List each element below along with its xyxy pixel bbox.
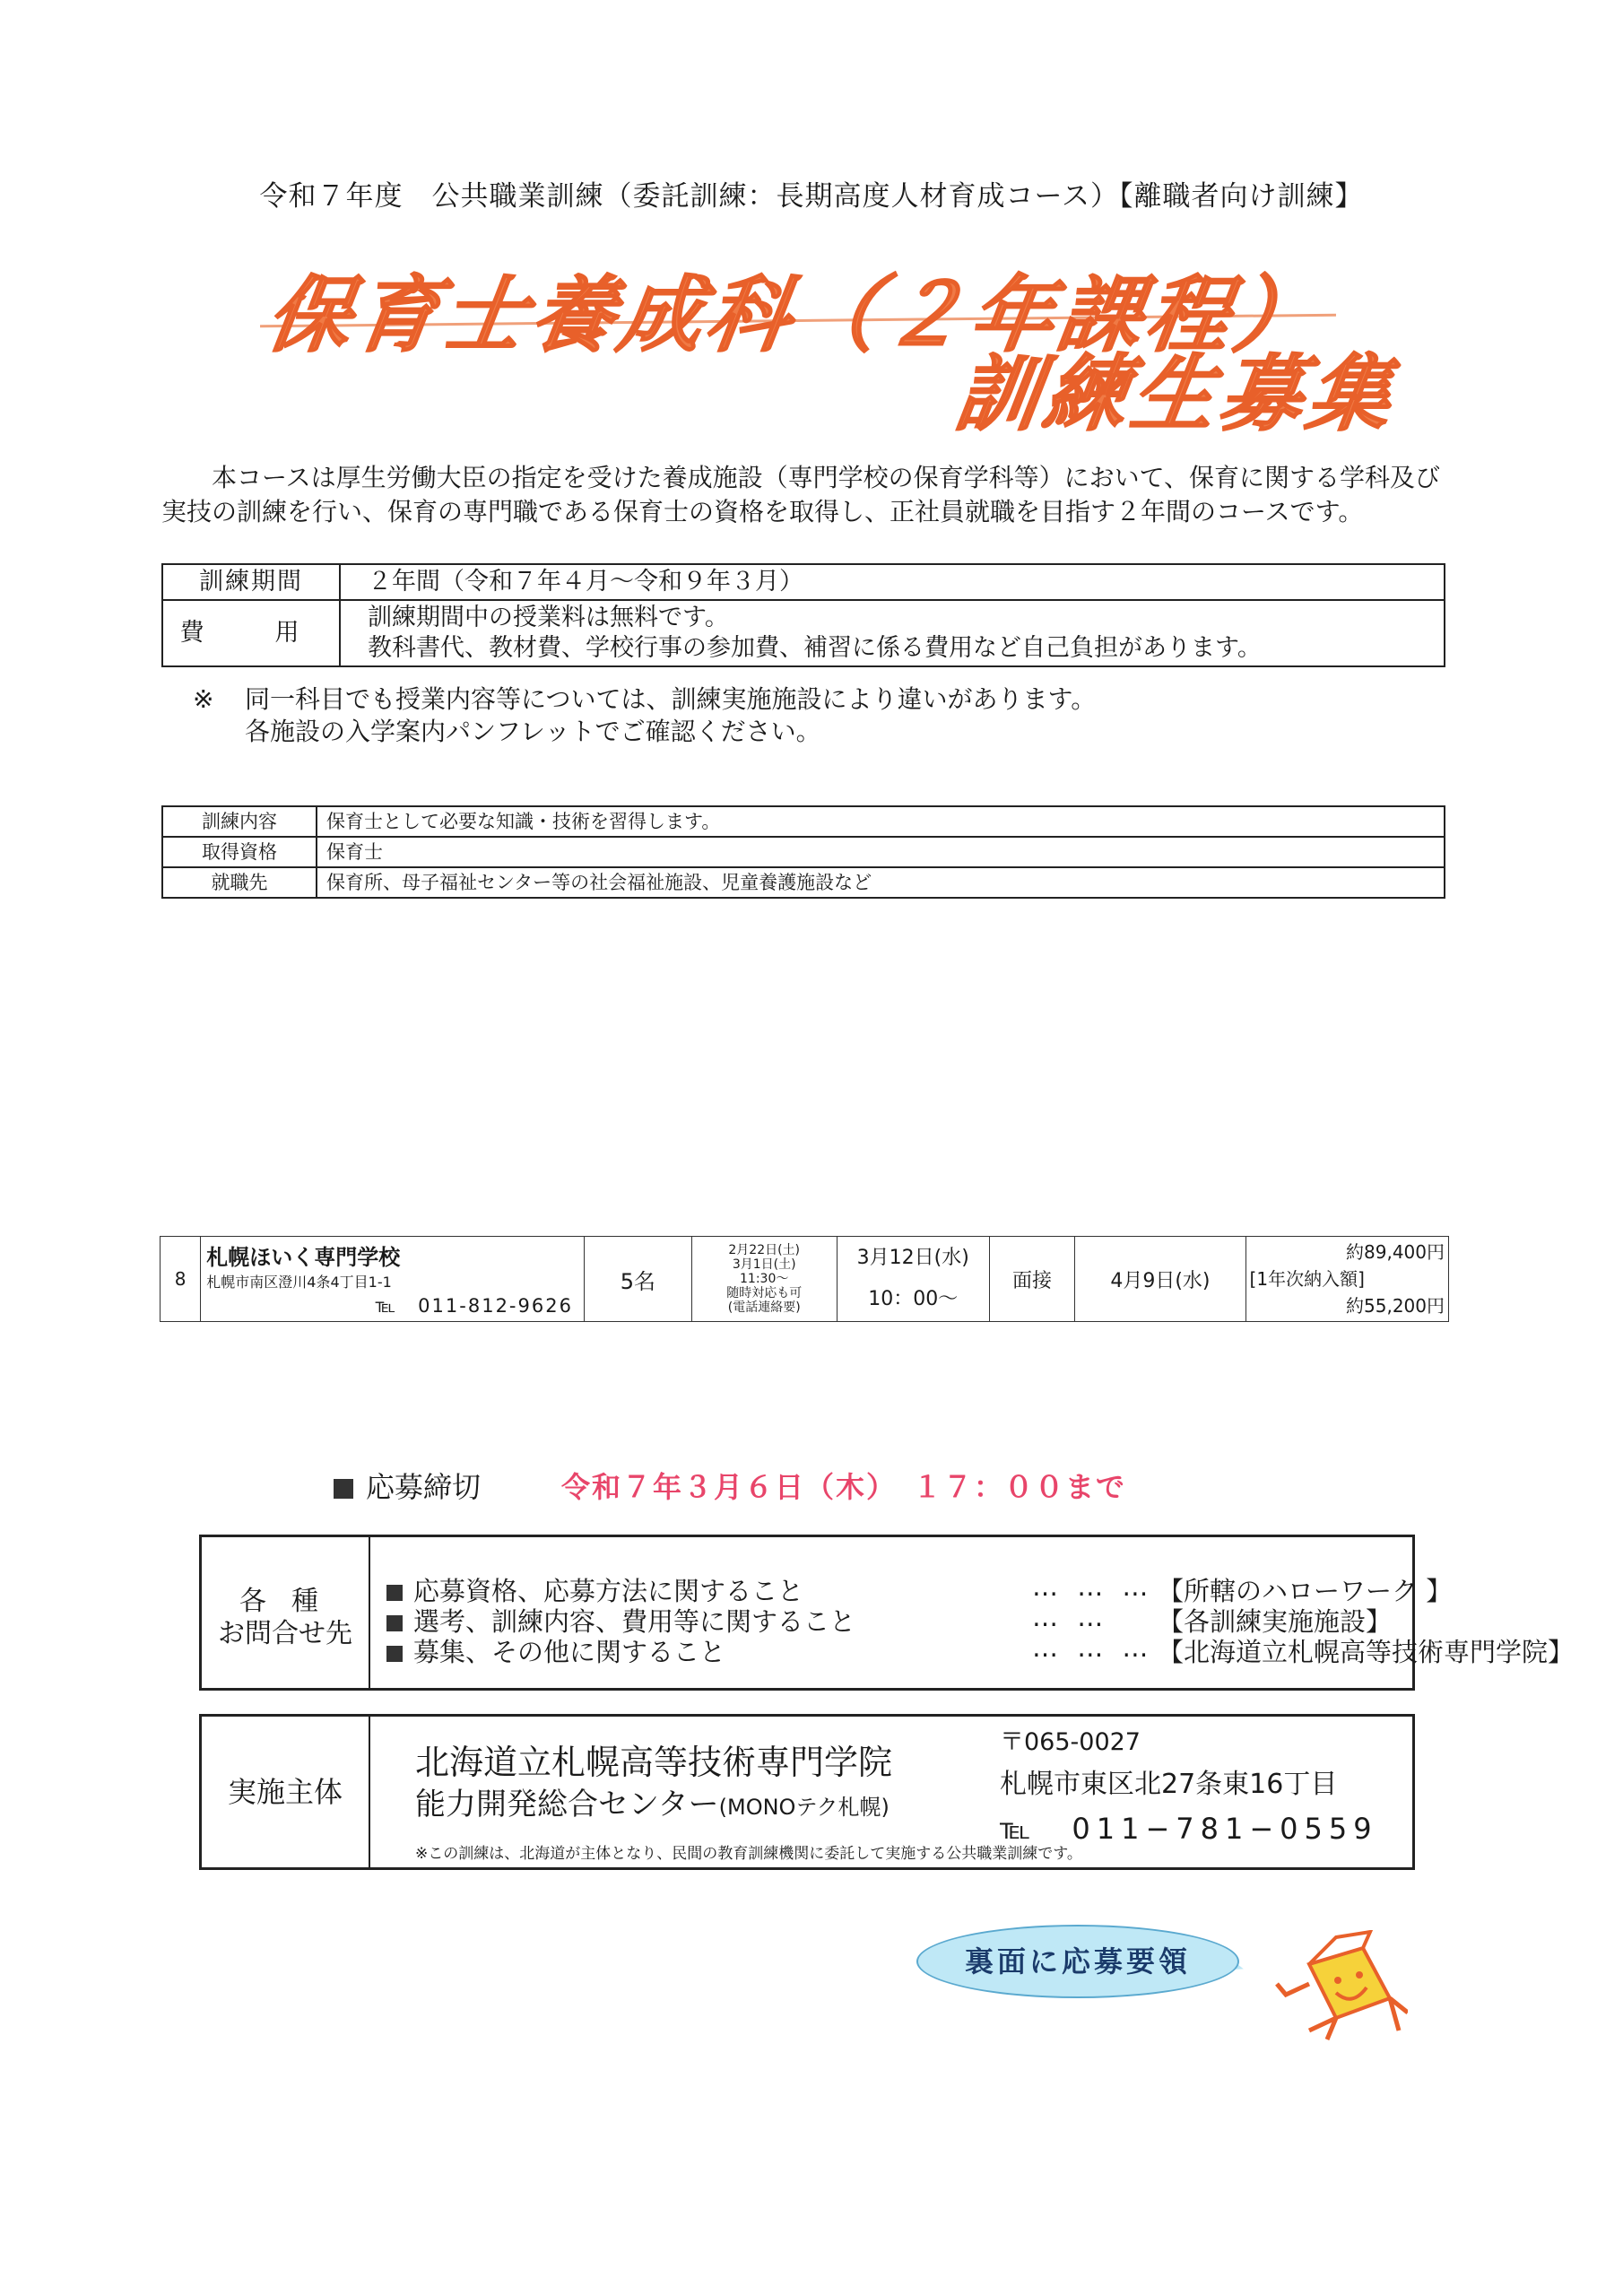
period-value: ２年間（令和７年４月～令和９年３月） bbox=[340, 564, 1445, 600]
exam-date: 3月12日(水) bbox=[856, 1247, 969, 1269]
school-row bbox=[161, 1237, 1449, 1322]
details-value: 保育士として必要な知識・技術を習得します。 bbox=[317, 806, 1445, 837]
school-result: 4月9日(水) bbox=[1075, 1237, 1245, 1322]
square-bullet-icon bbox=[386, 1646, 403, 1662]
contact-row-dots: … … … bbox=[1032, 1632, 1154, 1663]
exam-time: 10：00～ bbox=[868, 1288, 959, 1310]
details-label: 取得資格 bbox=[162, 837, 317, 867]
fee-line1: 約89,400円 bbox=[1346, 1241, 1445, 1263]
details-row bbox=[162, 806, 1445, 837]
details-value: 保育士 bbox=[317, 837, 1445, 867]
session-time: 11:30～ bbox=[740, 1272, 789, 1286]
cost-line2: 教科書代、教材費、学校行事の参加費、補習に係る費用など自己負担があります。 bbox=[368, 634, 1262, 662]
speech-bubble bbox=[916, 1925, 1239, 1998]
organizer-box bbox=[199, 1714, 1415, 1870]
organizer-tel: ℡ 011−781−0559 bbox=[1000, 1812, 1378, 1846]
cost-line1: 訓練期間中の授業料は無料です。 bbox=[368, 604, 729, 631]
organizer-name2: 能力開発総合センター bbox=[415, 1787, 719, 1822]
details-label: 就職先 bbox=[162, 867, 317, 898]
fee-line3: 約55,200円 bbox=[1346, 1295, 1445, 1317]
organizer-name1: 北海道立札幌高等技術専門学院 bbox=[415, 1743, 893, 1782]
school-address: 札幌市南区澄川4条4丁目1-1 bbox=[206, 1274, 392, 1291]
square-bullet-icon bbox=[334, 1479, 353, 1499]
contact-label-line1: 各種 bbox=[239, 1586, 343, 1617]
organizer-zip: 〒065-0027 bbox=[1000, 1728, 1141, 1756]
overview-period-row bbox=[162, 564, 1445, 600]
deadline-label: 応募締切 bbox=[366, 1470, 482, 1504]
contact-row-dots: … … bbox=[1032, 1602, 1109, 1632]
details-table bbox=[161, 805, 1445, 899]
school-fee bbox=[1245, 1237, 1448, 1322]
session-date: 3月1日(土) bbox=[732, 1257, 796, 1272]
fee-line2: [1年次納入額] bbox=[1249, 1268, 1365, 1290]
note-mark: ※ bbox=[193, 684, 214, 714]
details-row bbox=[162, 867, 1445, 898]
mascot-icon bbox=[1273, 1930, 1408, 2047]
school-method: 面接 bbox=[989, 1237, 1075, 1322]
contact-row-dest: 【北海道立札幌高等技術専門学院】 bbox=[1158, 1637, 1575, 1667]
organizer-address: 札幌市東区北27条東16丁目 bbox=[1000, 1769, 1338, 1800]
details-value: 保育所、母子福祉センター等の社会福祉施設、児童養護施設など bbox=[317, 867, 1445, 898]
session-date: 2月22日(土) bbox=[728, 1243, 801, 1257]
contact-row-dest: 【各訓練実施施設】 bbox=[1158, 1606, 1393, 1637]
school-sessions bbox=[691, 1237, 837, 1322]
note-line1: 同一科目でも授業内容等については、訓練実施施設により違いがあります。 bbox=[245, 684, 1097, 714]
deadline-date: 令和７年３月６日（木） １７：００まで bbox=[561, 1470, 1127, 1504]
contact-row-text: 選考、訓練内容、費用等に関すること bbox=[413, 1606, 856, 1637]
cost-label: 費 用 bbox=[162, 600, 340, 666]
cost-value bbox=[340, 600, 1445, 666]
deadline bbox=[334, 1465, 1126, 1506]
page-title-line1: 保育士養成科（２年課程） bbox=[261, 267, 1330, 363]
details-label: 訓練内容 bbox=[162, 806, 317, 837]
contact-row-dest: 【所轄のハローワーク 】 bbox=[1158, 1576, 1453, 1606]
contact-row bbox=[386, 1632, 1575, 1669]
contact-label-line2: お問合せ先 bbox=[218, 1618, 352, 1649]
school-name: 札幌ほいく専門学校 bbox=[206, 1245, 401, 1270]
contact-row-dots: … … … bbox=[1032, 1571, 1154, 1602]
square-bullet-icon bbox=[386, 1585, 403, 1601]
period-label: 訓練期間 bbox=[162, 564, 340, 600]
contact-row-text: 募集、その他に関すること bbox=[413, 1637, 726, 1667]
header-line: 令和７年度 公共職業訓練（委託訓練：長期高度人材育成コース）【離職者向け訓練】 bbox=[259, 180, 1364, 213]
organizer-name2-wrap bbox=[415, 1779, 890, 1823]
note-line2: 各施設の入学案内パンフレットでご確認ください。 bbox=[245, 717, 821, 746]
organizer-footnote: ※この訓練は、北海道が主体となり、民間の教育訓練機関に委託して実施する公共職業訓練です。 bbox=[415, 1845, 1082, 1863]
square-bullet-icon bbox=[386, 1615, 403, 1631]
school-exam bbox=[837, 1237, 989, 1322]
intro-paragraph: 本コースは厚生労働大臣の指定を受けた養成施設（専門学校の保育学科等）において、保育に関する学科及び実技の訓練を行い、保育の専門職である保育士の資格を取得し、正社員就職を目指す２年間のコースです。 bbox=[161, 463, 1441, 526]
overview-table bbox=[161, 563, 1445, 667]
contact-box bbox=[199, 1535, 1575, 1691]
note bbox=[193, 683, 1096, 748]
session-note: 随時対応も可 bbox=[726, 1286, 803, 1300]
session-note: (電話連絡要) bbox=[727, 1300, 801, 1315]
overview-cost-row bbox=[162, 600, 1445, 666]
contact-row-text: 応募資格、応募方法に関すること bbox=[413, 1576, 804, 1606]
page-title-line2: 訓練生募集 bbox=[950, 346, 1403, 442]
organizer-name2-small: (MONOテク札幌) bbox=[718, 1795, 890, 1820]
school-no: 8 bbox=[161, 1237, 201, 1322]
school-table bbox=[160, 1236, 1449, 1322]
organizer-label: 実施主体 bbox=[202, 1717, 370, 1867]
contact-label bbox=[202, 1537, 370, 1688]
details-row bbox=[162, 837, 1445, 867]
school-tel: ℡ 011-812-9626 bbox=[375, 1295, 573, 1317]
school-capacity: 5名 bbox=[584, 1237, 691, 1322]
back-note: 裏面に応募要領 bbox=[964, 1944, 1191, 1979]
school-info bbox=[201, 1237, 585, 1322]
